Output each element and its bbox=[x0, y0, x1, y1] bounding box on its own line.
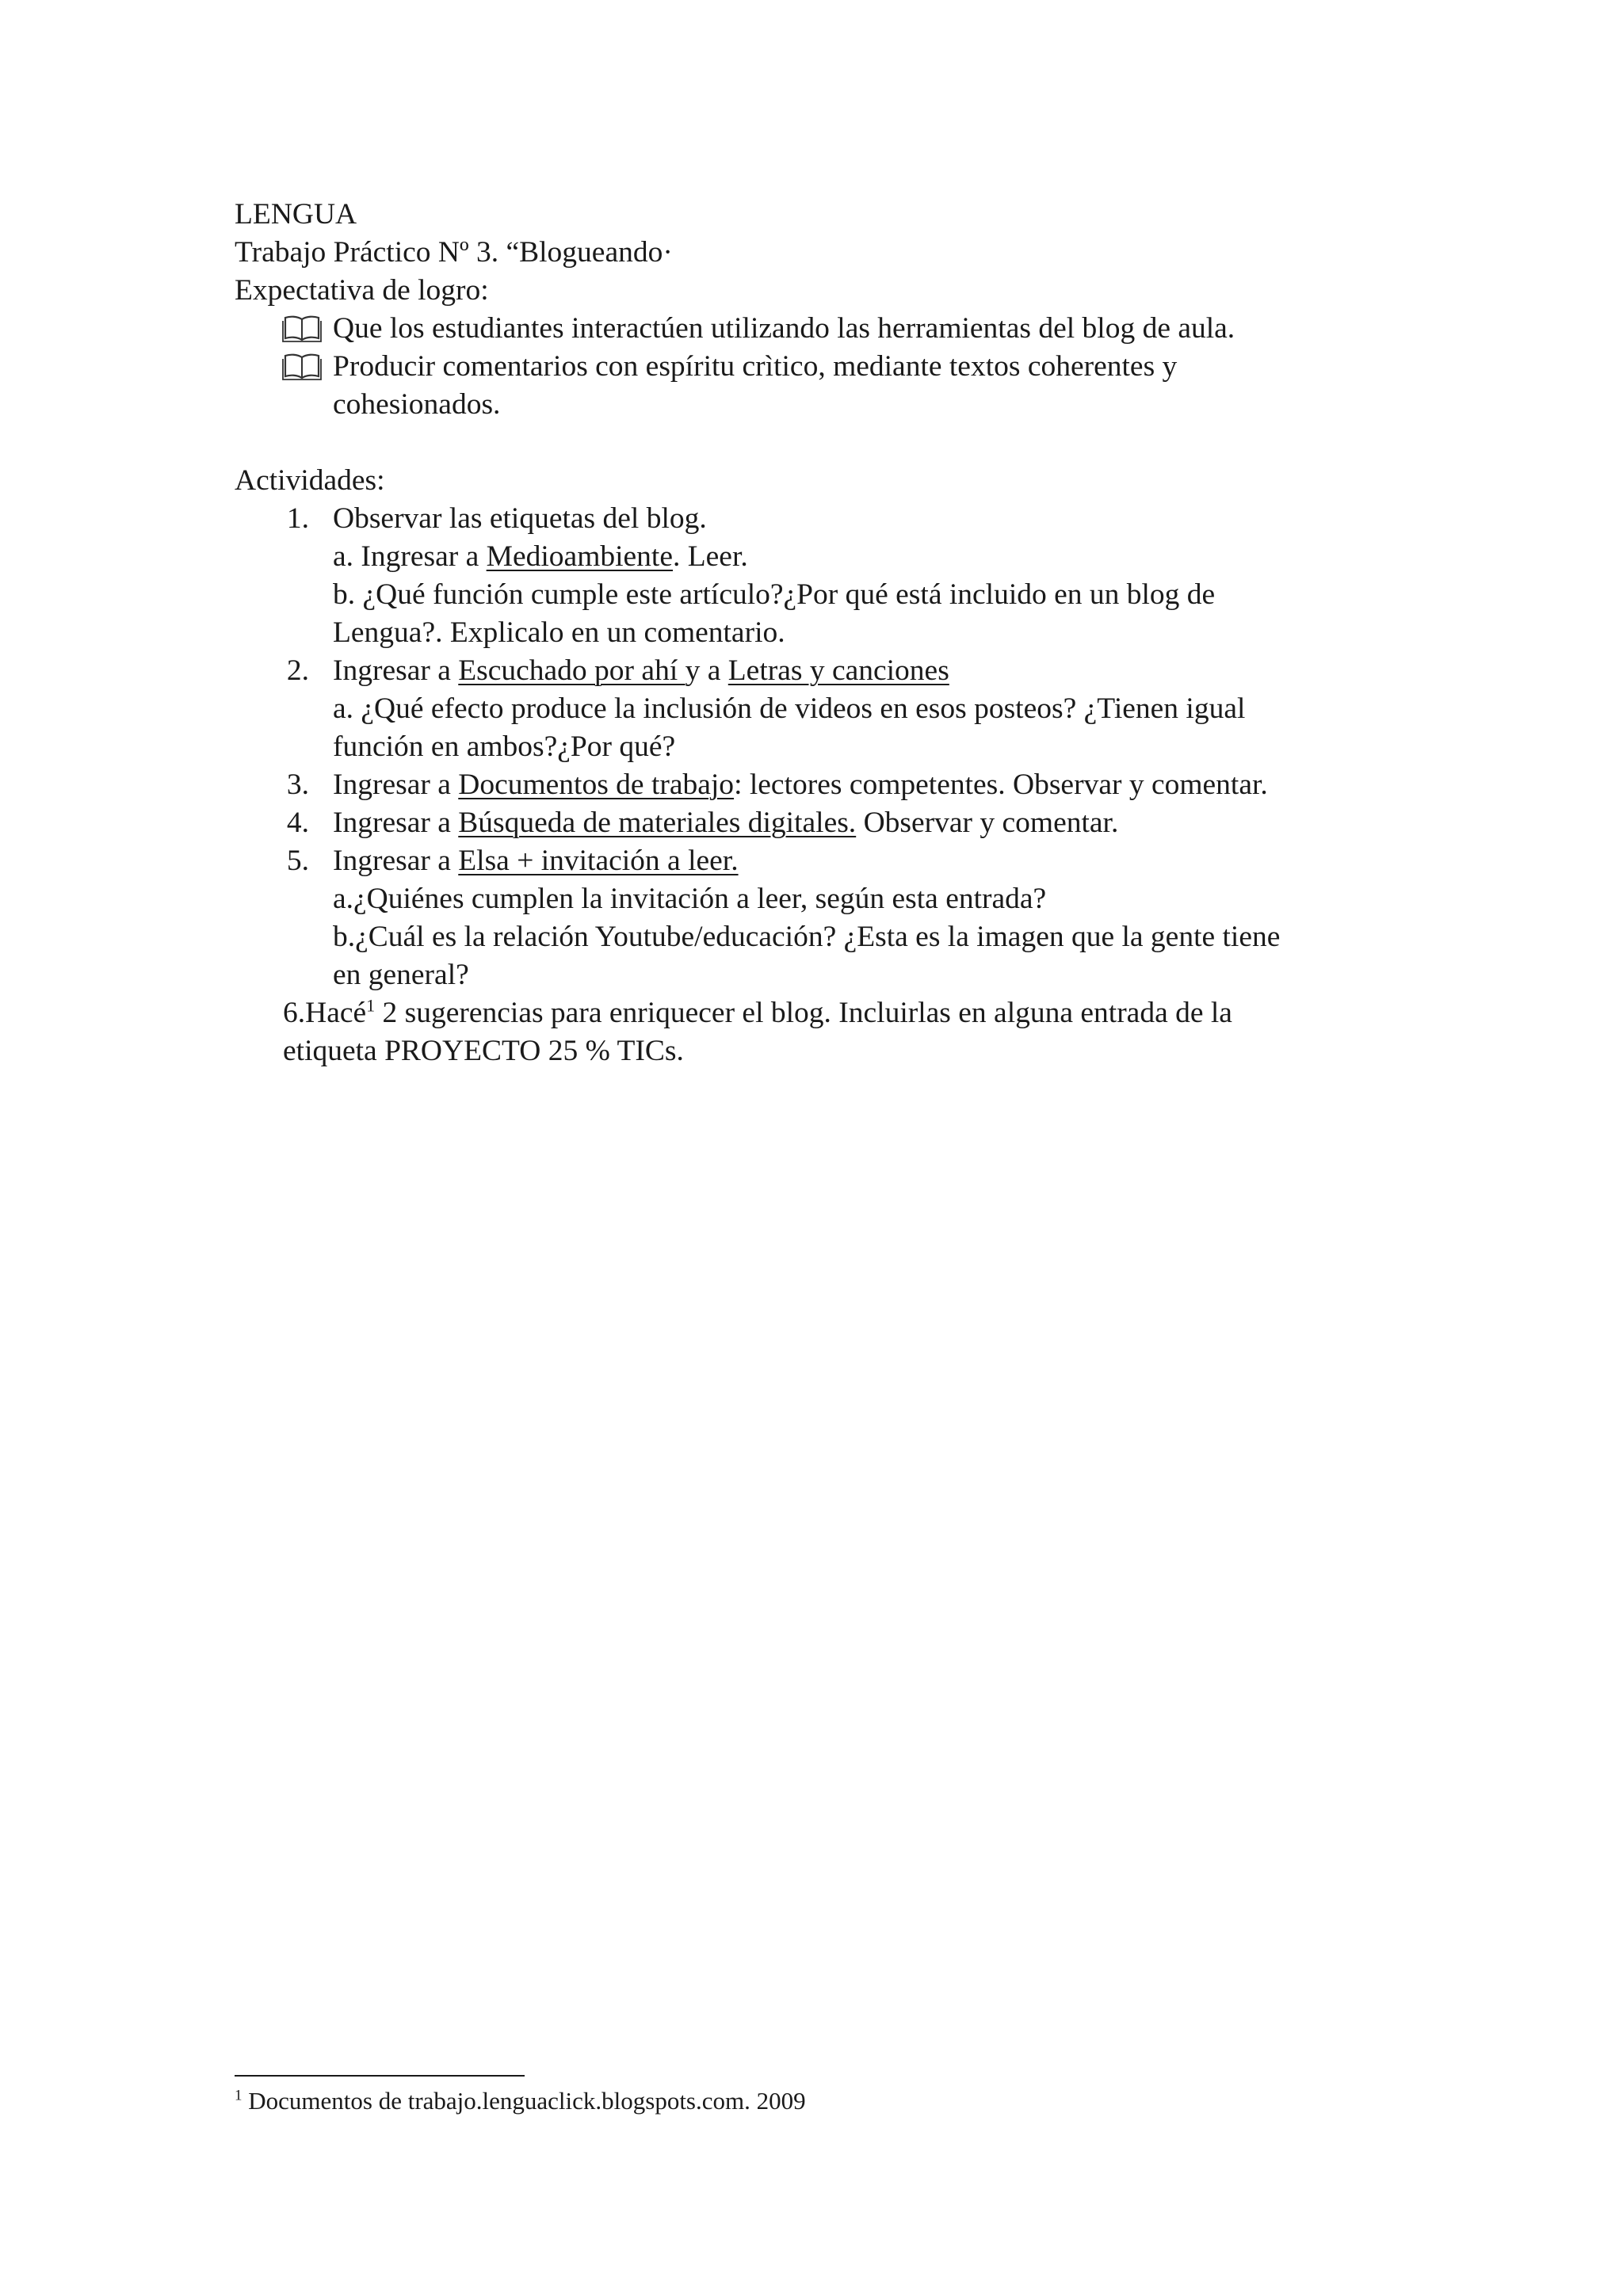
link-documentos-de-trabajo[interactable]: Documentos de trabajo bbox=[458, 769, 735, 801]
activity-5b: b.¿Cuál es la relación Youtube/educación? ¿Esta es la imagen que la gente tiene bbox=[333, 921, 1281, 953]
open-book-icon bbox=[282, 314, 322, 342]
activities-label: Actividades: bbox=[235, 464, 385, 497]
activity-5a: a.¿Quiénes cumplen la invitación a leer, según esta entrada? bbox=[333, 883, 1047, 915]
activity-4-suffix: Observar y comentar. bbox=[856, 807, 1119, 839]
subject-heading: LENGUA bbox=[235, 198, 357, 231]
activity-number: 5. bbox=[286, 845, 309, 877]
link-busqueda-de-materiales-digitales[interactable]: Búsqueda de materiales digitales. bbox=[458, 807, 857, 839]
footnote-marker: 1 bbox=[235, 2087, 242, 2104]
activity-number: 4. bbox=[286, 807, 309, 839]
activity-1a-suffix: . Leer. bbox=[673, 540, 748, 573]
expectation-item: Que los estudiantes interactúen utilizando las herramientas del blog de aula. bbox=[333, 312, 1235, 345]
expectation-label: Expectativa de logro: bbox=[235, 274, 489, 307]
activity-3-prefix: Ingresar a bbox=[333, 769, 459, 801]
activity-2a: a. ¿Qué efecto produce la inclusión de videos en esos posteos? ¿Tienen igual bbox=[333, 692, 1246, 725]
activity-2a-continued: función en ambos?¿Por qué? bbox=[333, 730, 676, 763]
link-escuchado-por-ahi[interactable]: Escuchado por ahí bbox=[458, 654, 685, 687]
activity-1a-prefix: a. Ingresar a bbox=[333, 540, 487, 573]
activity-2-prefix: Ingresar a bbox=[333, 654, 459, 687]
activity-4-prefix: Ingresar a bbox=[333, 807, 459, 839]
footnote-separator bbox=[235, 2075, 525, 2077]
activity-2-mid: y a bbox=[685, 654, 728, 687]
open-book-icon bbox=[282, 352, 322, 380]
activity-3-text bbox=[333, 766, 1268, 804]
assignment-title: Trabajo Práctico Nº 3. “Blogueando· bbox=[235, 236, 673, 269]
footnote bbox=[235, 2085, 806, 2117]
activity-5-prefix: Ingresar a bbox=[333, 845, 459, 877]
expectation-item-continued: cohesionados. bbox=[333, 388, 501, 421]
activity-5b-continued: en general? bbox=[333, 959, 469, 991]
activity-2-text bbox=[333, 652, 949, 690]
activity-number: 3. bbox=[286, 769, 309, 801]
link-medioambiente[interactable]: Medioambiente bbox=[486, 540, 673, 573]
activity-number: 1. bbox=[286, 502, 309, 535]
activity-1b-continued: Lengua?. Explicalo en un comentario. bbox=[333, 616, 785, 649]
activity-1-text: Observar las etiquetas del blog. bbox=[333, 502, 707, 535]
activity-6-rest: 2 sugerencias para enriquecer el blog. Incluirlas en alguna entrada de la bbox=[375, 997, 1232, 1029]
activity-3-suffix: : lectores competentes. Observar y comentar. bbox=[734, 769, 1268, 801]
footnote-reference[interactable]: 1 bbox=[366, 995, 376, 1016]
activity-4-text bbox=[333, 804, 1118, 842]
link-elsa-invitacion-a-leer[interactable]: Elsa + invitación a leer. bbox=[458, 845, 739, 877]
activity-5-text bbox=[333, 842, 739, 880]
activity-6-text bbox=[283, 994, 1232, 1032]
activity-1b: b. ¿Qué función cumple este artículo?¿Por qué está incluido en un blog de bbox=[333, 578, 1216, 611]
link-letras-y-canciones[interactable]: Letras y canciones bbox=[727, 654, 949, 687]
activity-6-continued: etiqueta PROYECTO 25 % TICs. bbox=[283, 1035, 684, 1067]
activity-number: 2. bbox=[286, 654, 309, 687]
activity-6-prefix: 6.Hacé bbox=[283, 997, 367, 1029]
expectation-item: Producir comentarios con espíritu crìtico, mediante textos coherentes y bbox=[333, 350, 1178, 383]
activity-1a bbox=[333, 538, 748, 576]
footnote-text: Documentos de trabajo.lenguaclick.blogspots.com. 2009 bbox=[242, 2087, 806, 2115]
